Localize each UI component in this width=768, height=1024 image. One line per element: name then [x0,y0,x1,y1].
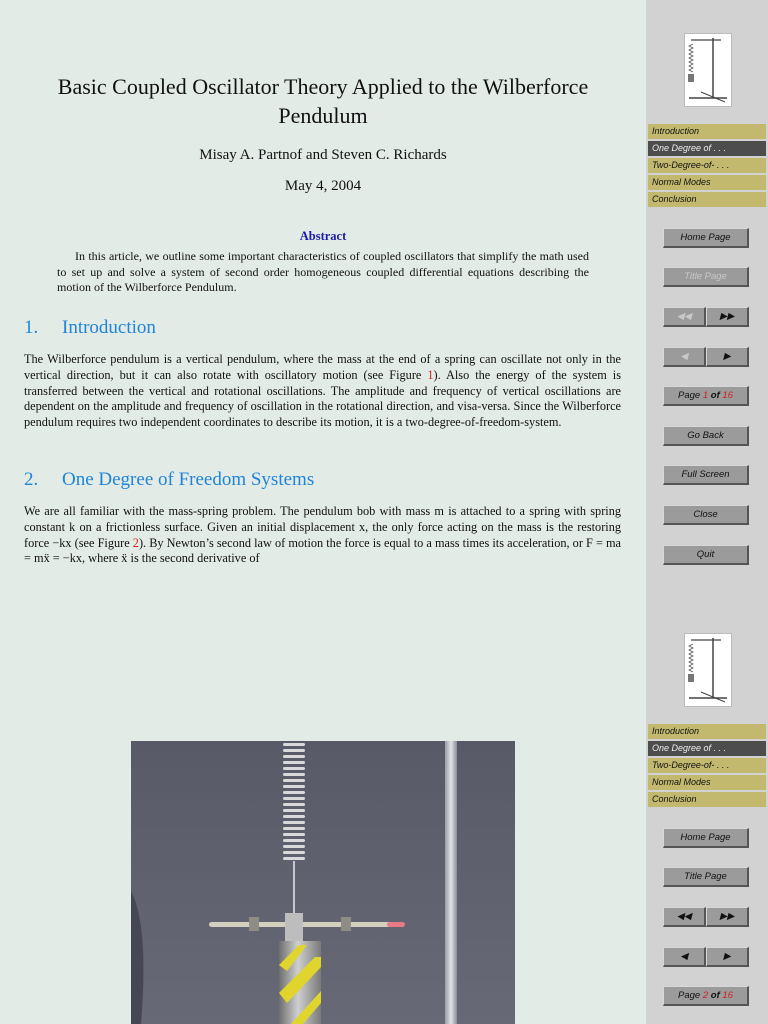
nav-item-one-degree[interactable]: One Degree of . . . [648,741,766,756]
nav-item-normal-modes[interactable]: Normal Modes [648,775,766,790]
nav-item-conclusion[interactable]: Conclusion [648,792,766,807]
section-paragraph [24,504,621,567]
section-heading-introduction [24,317,156,339]
go-back-button[interactable]: Go Back [663,426,749,446]
arrow-left-icon: ◀ [680,351,688,362]
wilberforce-pendulum-photo [131,741,515,1024]
main-content [0,600,646,1024]
paragraph-text: We are all familiar with the mass-spring problem. The pendulum bob with mass m is attached to a spring with spring constant k on a frictionless surface. Given an initial displacement x, the only force acting on the mass is the restoring force −kx (see Figure [24,504,621,550]
first-page-button [663,307,706,327]
fast-forward-icon: ▶▶ [719,311,735,322]
nav-item-introduction[interactable]: Introduction [648,724,766,739]
section-paragraph [24,352,621,431]
arrow-right-icon: ▶ [723,951,731,962]
section-nav-list [648,124,766,209]
prev-page-button [663,347,706,367]
of-label: of [710,990,720,1001]
navigation-sidebar [646,600,768,1024]
of-label: of [710,390,720,401]
total-pages-number: 16 [722,390,733,401]
nav-item-normal-modes[interactable]: Normal Modes [648,175,766,190]
nav-item-two-degree[interactable]: Two-Degree-of- . . . [648,158,766,173]
pendulum-thumbnail-image [684,33,732,107]
section-title: Introduction [62,317,156,338]
nav-item-introduction[interactable]: Introduction [648,124,766,139]
rewind-icon: ◀◀ [676,311,692,322]
last-page-button[interactable] [706,307,749,327]
last-page-button[interactable] [706,907,749,927]
figure-ref-link[interactable]: 1 [427,367,434,382]
main-content [0,0,646,600]
arrow-left-icon: ◀ [680,951,688,962]
article-title: Basic Coupled Oscillator Theory Applied to the Wilberforce Pendulum [57,74,589,128]
paragraph-text: ). By Newton’s second law of motion the force is equal to a mass times its acceleration, or F = ma = mẍ = −kx, where ẍ is the second derivative of [24,535,621,566]
abstract-heading: Abstract [299,229,347,243]
nav-item-one-degree[interactable]: One Degree of . . . [648,141,766,156]
abstract-text: In this article, we outline some important characteristics of coupled oscillators that simplify the math used to set up and solve a system of second order homogeneous coupled differential equations describing the motion of the Wilberforce Pendulum. [57,249,589,294]
paragraph-text: ). Also the energy of the system is transferred between the vertical and rotational oscillations. The amplitude and frequency of vertical oscillations are dependent on the amplitude and frequency of oscillation in the rotational direction, and visa-versa. Since the Wilberforce pendulum requires two independent coordinates to describe its motion, it is a two-degree-of-freedom-system. [24,367,621,430]
rewind-icon: ◀◀ [676,911,692,922]
next-page-button[interactable] [706,347,749,367]
page-label: Page [678,990,701,1001]
nav-item-conclusion[interactable]: Conclusion [648,192,766,207]
fast-forward-icon: ▶▶ [719,911,735,922]
prev-page-button[interactable] [663,947,706,967]
home-page-button[interactable]: Home Page [663,828,749,848]
section-title: One Degree of Freedom Systems [62,469,315,490]
current-page-number: 1 [702,390,709,401]
next-page-button[interactable] [706,947,749,967]
paragraph-text: The Wilberforce pendulum is a vertical pendulum, where the mass at the end of a spring can oscillate not only in the vertical direction, but it can also rotate with oscillatory motion (see Figure [24,352,621,382]
navigation-sidebar [646,0,768,600]
home-page-button[interactable]: Home Page [663,228,749,248]
arrow-right-icon: ▶ [723,351,731,362]
section-number: 1. [24,317,39,338]
current-page-number: 2 [702,990,709,1001]
total-pages-number: 16 [722,990,733,1001]
close-button[interactable]: Close [663,505,749,525]
nav-item-two-degree[interactable]: Two-Degree-of- . . . [648,758,766,773]
section-number: 2. [24,469,39,490]
page-indicator [663,986,749,1006]
page-indicator [663,386,749,406]
full-screen-button[interactable]: Full Screen [663,465,749,485]
first-page-button[interactable] [663,907,706,927]
article-authors: Misay A. Partnof and Steven C. Richards [199,147,447,163]
section-nav-list [648,724,766,809]
page-label: Page [678,390,701,401]
article-date: May 4, 2004 [284,178,362,194]
pendulum-thumbnail-image [684,633,732,707]
section-heading-one-degree [24,469,314,491]
quit-button[interactable]: Quit [663,545,749,565]
slide-page-2 [0,600,768,1024]
figure-ref-link[interactable]: 2 [132,535,139,550]
title-page-button: Title Page [663,267,749,287]
title-page-button[interactable]: Title Page [663,867,749,887]
